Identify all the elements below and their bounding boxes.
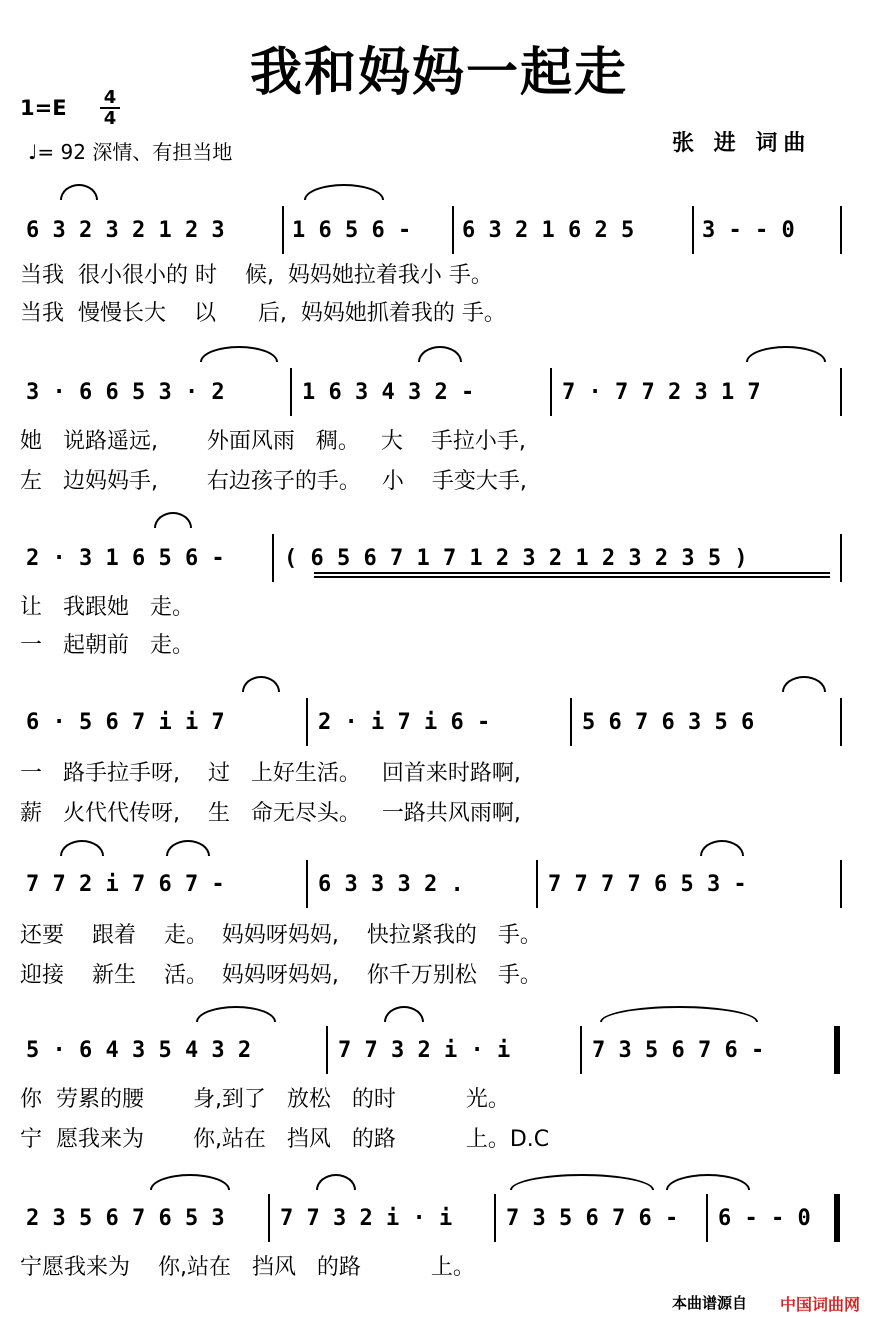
measure: 7 3 5 6 7 6 - [506,1205,679,1231]
time-sig-bottom: 4 [100,107,120,128]
barline [840,206,842,254]
measure: 7 7 7 7 6 5 3 - [548,871,747,897]
measure: 7 7 2 i 7 6 7 - [26,871,225,897]
underline [314,576,830,578]
measure: 1 6 3 4 3 2 - [302,379,475,405]
lyric-line: 当我 很小很小的 时 候, 妈妈她拉着我小 手。 [20,263,493,288]
slur [166,840,210,856]
measure: 7 7 3 2 i · i [280,1205,453,1231]
barline [306,698,308,746]
lyric-line: 宁 愿我来为 你,站在 挡风 的路 上。D.C [20,1127,550,1152]
barline [570,698,572,746]
staff-system-4 [20,700,846,744]
barline [536,860,538,908]
measure: 7 3 5 6 7 6 - [592,1037,765,1063]
staff-system-6 [20,1028,846,1072]
song-title: 我和妈妈一起走 [249,43,628,103]
time-sig-top: 4 [103,87,117,108]
measure: 5 · 6 4 3 5 4 3 2 [26,1037,252,1063]
lyric-line: 她 说路遥远, 外面风雨 稠。 大 手拉小手, [20,429,526,454]
barline [840,860,842,908]
slur [154,512,192,528]
measure: ( 6 5 6 7 1 7 1 2 3 2 1 2 3 2 3 5 ) [284,545,748,571]
lyric-line: 当我 慢慢长大 以 后, 妈妈她抓着我的 手。 [20,301,506,326]
barline [272,534,274,582]
staff-system-1 [20,208,846,252]
barline [840,368,842,416]
measure: 3 - - 0 [702,217,795,243]
measure: 6 3 3 3 2 . [318,871,464,897]
measure: 1 6 5 6 - [292,217,412,243]
measure: 5 6 7 6 3 5 6 [582,709,755,735]
measure: 2 · 3 1 6 5 6 - [26,545,225,571]
lyric-line: 一 起朝前 走。 [20,633,194,658]
slur [242,676,280,692]
staff-system-3 [20,536,846,580]
lyric-line: 宁愿我来为 你,站在 挡风 的路 上。 [20,1255,475,1280]
lyric-line: 让 我跟她 走。 [20,595,194,620]
slur [304,184,384,200]
measure: 7 7 3 2 i · i [338,1037,511,1063]
barline [692,206,694,254]
lyric-line: 迎接 新生 活。 妈妈呀妈妈, 你千万别松 手。 [20,963,542,988]
slur [60,184,98,200]
staff-system-2 [20,370,846,414]
barline [290,368,292,416]
slur [510,1174,654,1190]
measure: 3 · 6 6 5 3 · 2 [26,379,225,405]
barline [550,368,552,416]
slur [200,346,278,362]
measure: 7 · 7 7 2 3 1 7 [562,379,761,405]
slur [316,1174,356,1190]
barline [706,1194,708,1242]
measure: 6 3 2 3 2 1 2 3 [26,217,225,243]
staff-system-7 [20,1196,846,1240]
lyric-line: 还要 跟着 走。 妈妈呀妈妈, 快拉紧我的 手。 [20,923,542,948]
measure: 6 3 2 1 6 2 5 [462,217,635,243]
barline [268,1194,270,1242]
barline [580,1026,582,1074]
slur [700,840,744,856]
slur [418,346,462,362]
lyric-line: 左 边妈妈手, 右边孩子的手。 小 手变大手, [20,469,527,494]
measure: 2 3 5 6 7 6 5 3 [26,1205,225,1231]
measure: 6 · 5 6 7 i i 7 [26,709,225,735]
barline [840,698,842,746]
underline [314,572,830,574]
slur [782,676,826,692]
staff-system-5 [20,862,846,906]
composer-credit: 张 进 词曲 [672,131,812,156]
lyric-line: 薪 火代代传呀, 生 命无尽头。 一路共风雨啊, [20,801,521,826]
slur [196,1006,276,1022]
time-signature [100,88,120,128]
slur [384,1006,424,1022]
measure: 6 - - 0 [718,1205,811,1231]
source-label: 本曲谱源自 [672,1294,748,1312]
lyric-line: 一 路手拉手呀, 过 上好生活。 回首来时路啊, [20,761,521,786]
lyric-line: 你 劳累的腰 身,到了 放松 的时 光。 [20,1087,510,1112]
repeat-barline [834,1026,840,1074]
barline [326,1026,328,1074]
barline [306,860,308,908]
barline [840,534,842,582]
slur [666,1174,750,1190]
slur [600,1006,758,1022]
final-barline [834,1194,840,1242]
key-signature: 1=E [20,96,67,120]
barline [494,1194,496,1242]
measure: 2 · i 7 i 6 - [318,709,491,735]
barline [452,206,454,254]
slur [746,346,826,362]
slur [150,1174,230,1190]
site-name[interactable]: 中国词曲网 [780,1295,861,1314]
slur [60,840,104,856]
tempo-marking: ♩= 92 深情、有担当地 [28,140,233,164]
barline [282,206,284,254]
